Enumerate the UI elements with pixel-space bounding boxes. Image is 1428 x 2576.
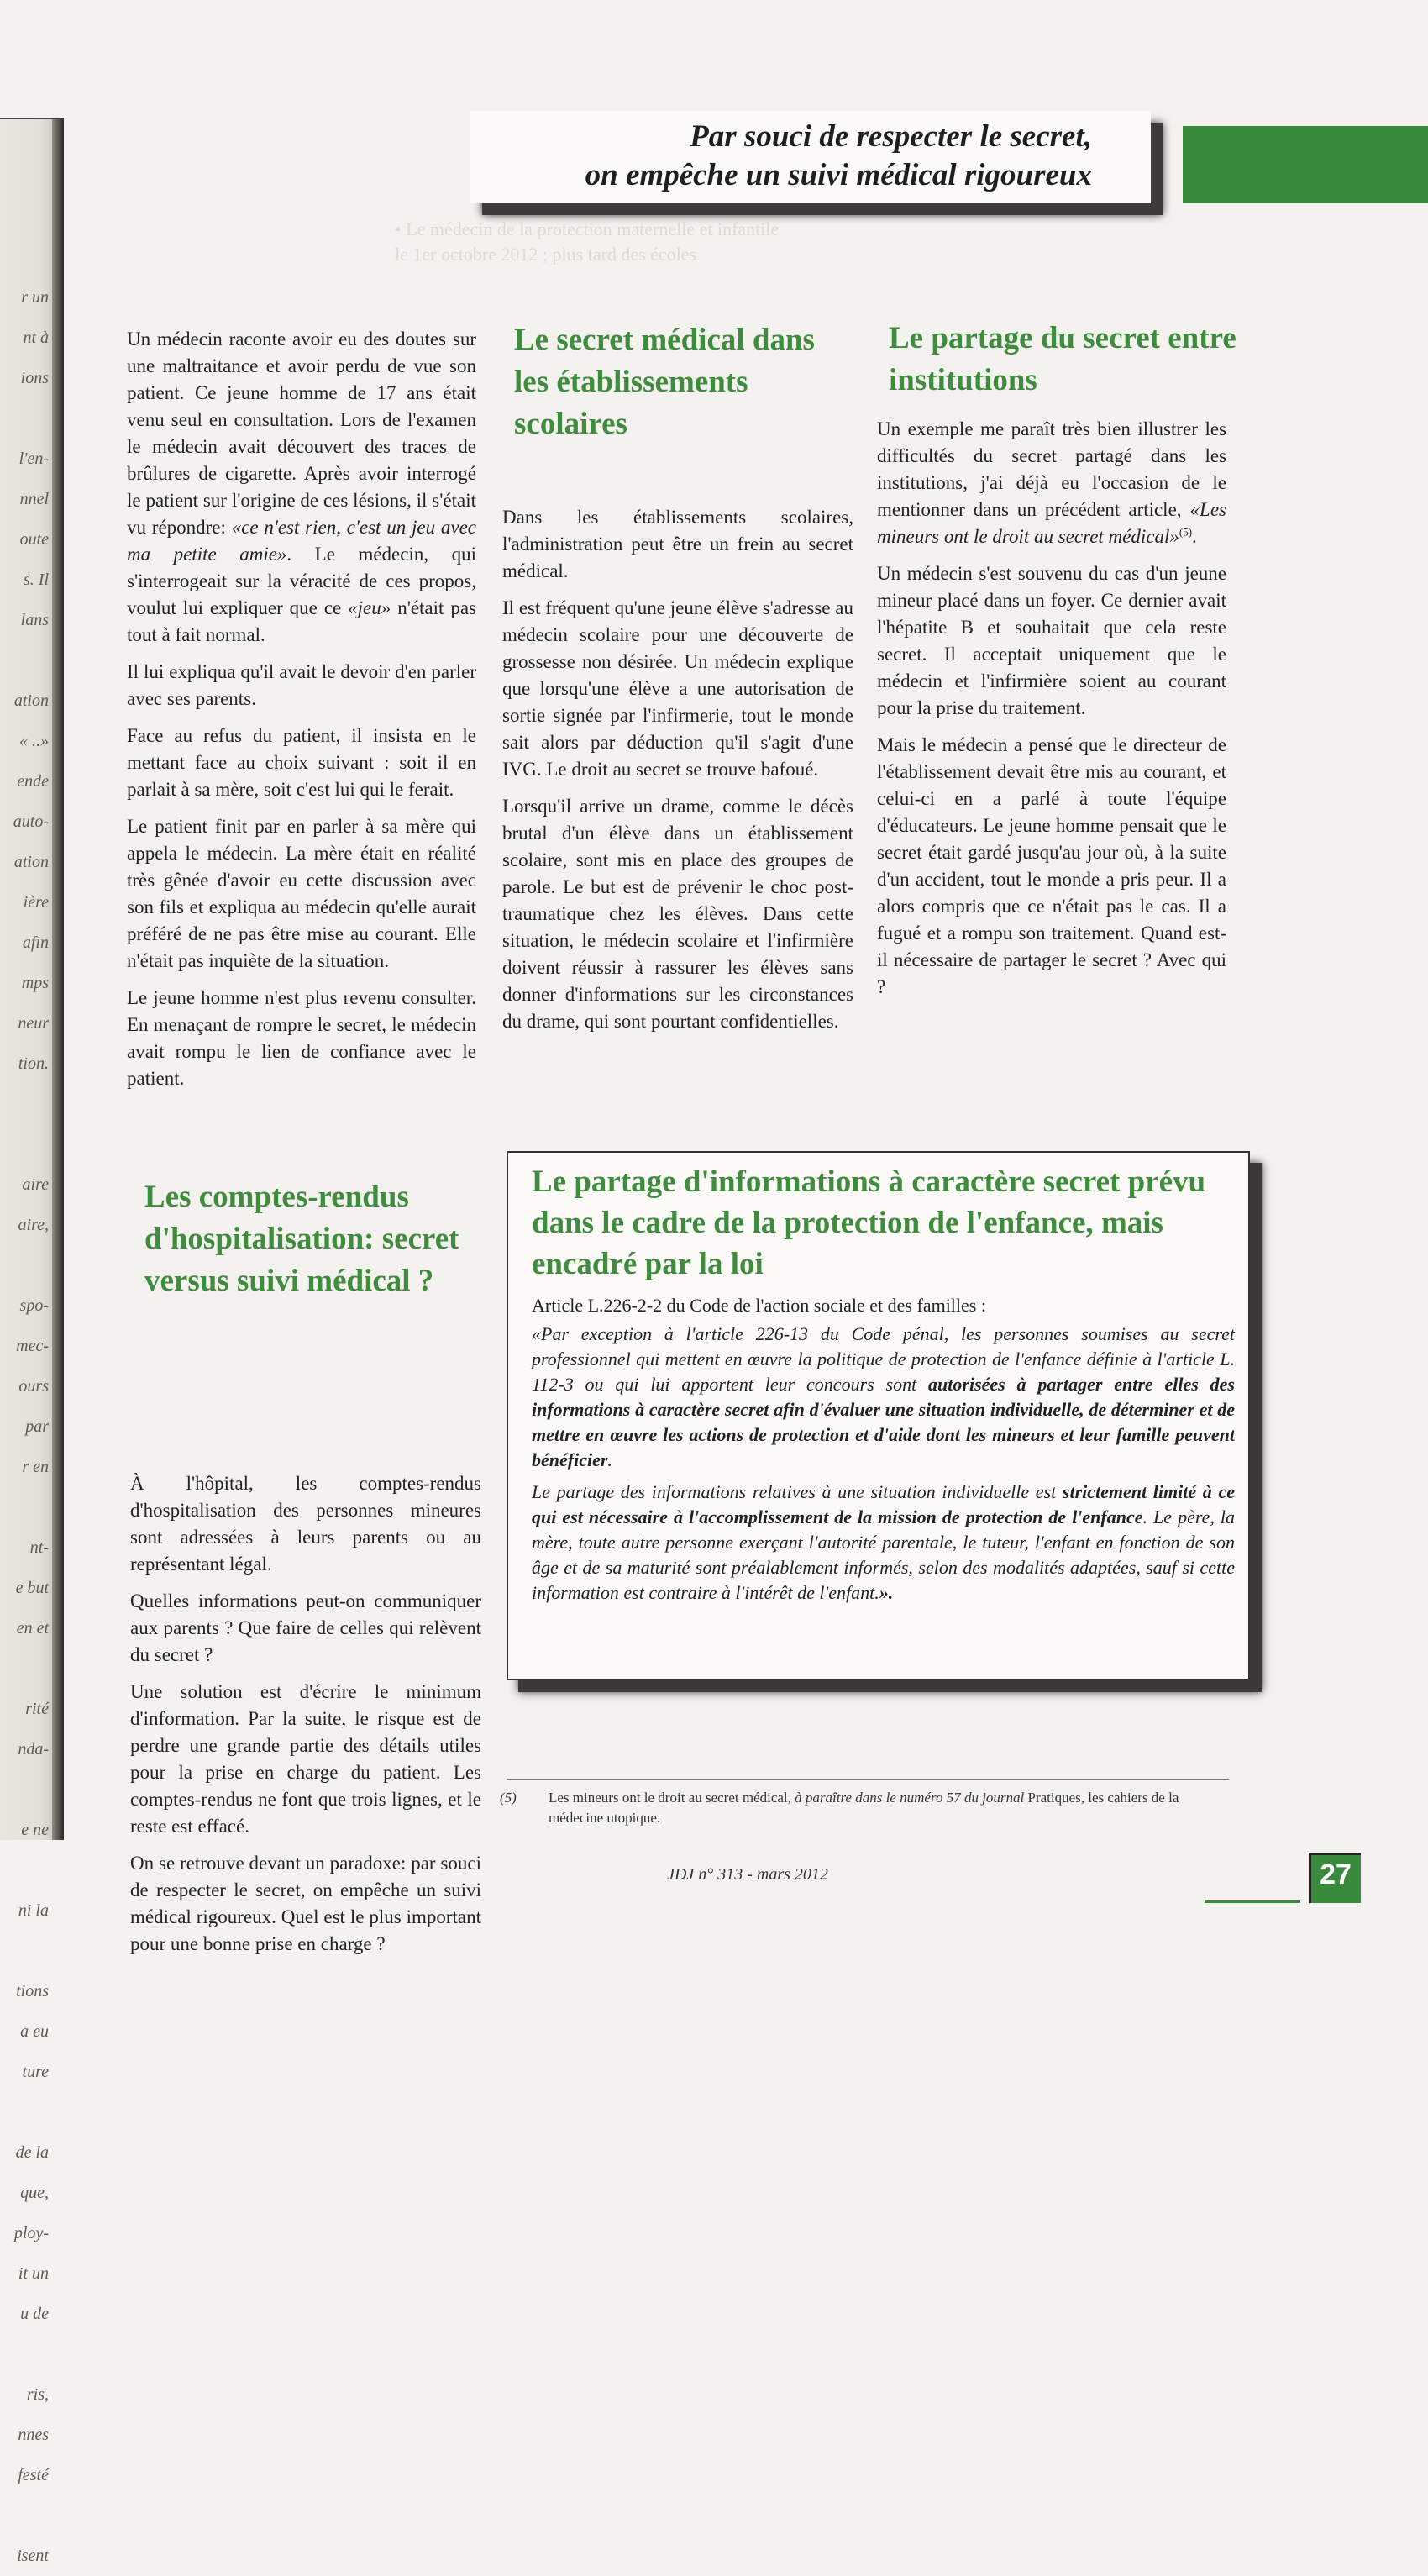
article-title-box: [470, 111, 1151, 203]
bleed-fragment: nt à: [23, 329, 49, 347]
text-run: .: [1192, 526, 1197, 547]
bleed-fragment: de la: [15, 2143, 49, 2162]
section-heading-hospital-reports: Les comptes-rendus d'hospitalisation: secret versus suivi médical ?: [144, 1180, 459, 1298]
bleed-fragment: ende: [17, 772, 49, 791]
previous-page-rule: [0, 118, 59, 119]
paragraph: Un médecin s'est souvenu du cas d'un jeune mineur placé dans un foyer. Ce dernier avait l'hépatite B et souhaitait que cela reste secret. Il acceptait uniquement que le médecin et l'infirmière soient au courant pour la prise du traitement.: [877, 563, 1226, 718]
paragraph: Il est fréquent qu'une jeune élève s'adresse au médecin scolaire pour une découverte de grossesse non désirée. Un médecin explique que lorsqu'une élève a une autorisation de sortie signée par l'infirmerie, tout le monde sait alors par déduction qu'il s'agit d'une IVG. Le droit au secret se trouve bafoué.: [502, 597, 853, 780]
text-run: n'était pas tout à fait normal.: [127, 597, 476, 645]
bleed-fragment: aire: [22, 1175, 49, 1194]
bleed-fragment: spo-: [19, 1296, 49, 1315]
bleed-fragment: ation: [13, 691, 49, 710]
bleed-fragment: rité: [25, 1700, 49, 1718]
legal-quote-2: [532, 1480, 1235, 1606]
bleed-fragment: [0, 2334, 49, 2374]
bleed-fragment: neur: [18, 1014, 49, 1033]
text-run: Un exemple me paraît très bien illustrer les difficultés du secret partagé dans les institutions, j'ai déjà eu l'occasion de le mentionner dans un précédent article,: [877, 418, 1226, 520]
bleed-fragment: l'en-: [18, 449, 49, 468]
bleed-fragment: par: [25, 1417, 49, 1436]
bleed-fragment: [0, 640, 49, 681]
bleed-fragment: lans: [20, 611, 49, 629]
bleed-fragment: auto-: [13, 812, 49, 831]
text-run: . Le père, la mère, toute autre personne exerçant l'autorité parentale, le tuteur, l'enfant en fonction de son âge et de sa maturité sont préalablement informés, selon des modalités adaptées, sauf si cette information est contraire à l'intérêt de l'enfant.: [532, 1506, 1235, 1603]
bleed-fragment: isent: [17, 2547, 49, 2565]
show-through-text-2: le 1er octobre 2012 ; plus tard des écoles: [395, 244, 697, 265]
paragraph: [127, 326, 476, 649]
bleed-fragment: r en: [22, 1458, 49, 1476]
bleed-fragment: ière: [23, 893, 49, 912]
bleed-fragment: [0, 1769, 49, 1810]
bleed-fragment: nda-: [18, 1740, 49, 1759]
bleed-fragment: que,: [20, 2184, 49, 2202]
binding-shadow: [52, 118, 64, 1840]
bleed-fragment: en et: [16, 1619, 49, 1638]
column-3-text: [877, 416, 1226, 1011]
issue-footer: JDJ n° 313 - mars 2012: [667, 1865, 828, 1884]
paragraph: Quelles informations peut-on communiquer aux parents ? Que faire de celles qui relèvent du secret ?: [130, 1590, 481, 1665]
bleed-fragment: [0, 1124, 49, 1164]
page-number-rule: [1205, 1900, 1300, 1903]
title-accent-bar: [1183, 126, 1428, 203]
quote-run: «Les mineurs ont le droit au secret médical»: [877, 499, 1226, 547]
footnote-number: (5): [500, 1790, 517, 1806]
bleed-fragment: tions: [16, 1982, 49, 2000]
paragraph: Lorsqu'il arrive un drame, comme le décès brutal d'un élève dans un établissement scolaire, sont mis en place des groupes de parole. Le but est de prévenir le choc post-traumatique chez les élèves. Dans cette situation, le médecin scolaire et l'infirmière doivent réussir à rassurer les élèves sans donner d'informations sur les circonstances du drame, qui sont pourtant confidentielles.: [502, 796, 853, 1032]
footnote-text: [549, 1788, 1233, 1828]
quote-run: «ce n'est rien, c'est un jeu avec ma petite amie»: [127, 517, 476, 565]
bleed-fragment: aire,: [18, 1216, 49, 1234]
bleed-fragment: [0, 1245, 49, 1285]
bleed-fragment: [0, 1648, 49, 1689]
bleed-fragment: « ..»: [19, 732, 49, 750]
paragraph: On se retrouve devant un paradoxe: par souci de respecter le secret, on empêche un suivi médical rigoureux. Quel est le plus important pour une bonne prise en charge ?: [130, 1853, 481, 1954]
bleed-fragment: s. Il: [24, 570, 49, 589]
bleed-fragment: mps: [21, 974, 49, 992]
bleed-fragment: it un: [18, 2264, 49, 2283]
bleed-fragment: ploy-: [13, 2224, 49, 2242]
bold-run: autorisées à partager entre elles des informations à caractère secret afin d'évaluer une situation individuelle, de déterminer et de mettre en œuvre les actions de protection et d'aide dont les mineurs et leur famille peuvent bénéficier: [532, 1374, 1235, 1470]
paragraph: Une solution est d'écrire le minimum d'information. Par la suite, le risque est de perdre une grande partie des détails utiles pour la prise en charge du patient. Les comptes-rendus ne font que trois lignes, et le reste est effacé.: [130, 1681, 481, 1837]
section-heading-institutions: Le partage du secret entre institutions: [889, 321, 1236, 397]
paragraph: Il lui expliqua qu'il avait le devoir d'en parler avec ses parents.: [127, 661, 476, 709]
paragraph: Mais le médecin a pensé que le directeur de l'établissement devait être mis au courant, et celui-ci en a parlé à toute l'équipe d'éducateurs. Le jeune homme pensait que le secret était gardé jusqu'au jour où, à la suite d'un accident, tout le monde a pris peur. Il a alors compris que ce n'était pas le cas. Il a fugué et a rompu son traitement. Quand est-il nécessaire de partager le secret ? Avec qui ?: [877, 734, 1226, 997]
bold-run: ».: [879, 1582, 894, 1603]
section-heading-schools: Le secret médical dans les établissements scolaires: [514, 323, 815, 441]
text-run: Le partage des informations relatives à une situation individuelle est: [532, 1481, 1063, 1502]
article-title-line-1: Par souci de respecter le secret,: [690, 119, 1092, 154]
legal-box-heading: Le partage d'informations à caractère secret prévu dans le cadre de la protection de l'enfance, mais encadré par la loi: [532, 1164, 1206, 1281]
quote-run: «jeu»: [348, 597, 391, 618]
bleed-fragment: [0, 2092, 49, 2132]
previous-page-bleed: [0, 277, 49, 2565]
bleed-fragment: nt-: [29, 1538, 49, 1557]
bleed-fragment: ours: [18, 1377, 49, 1396]
bleed-fragment: ions: [20, 369, 49, 387]
footnote-rule: [507, 1779, 1229, 1780]
footnote: [500, 1788, 1239, 1828]
column-4-text: [130, 1470, 481, 1968]
legal-quote-1: [532, 1322, 1235, 1473]
bleed-fragment: [0, 1487, 49, 1527]
bleed-fragment: nnes: [18, 2426, 49, 2444]
text-run: .: [607, 1449, 612, 1470]
page-number: 27: [1320, 1858, 1352, 1890]
bleed-fragment: tion.: [18, 1054, 49, 1073]
bleed-fragment: ture: [22, 2063, 49, 2081]
bleed-fragment: e but: [15, 1579, 49, 1597]
bleed-fragment: ation: [13, 853, 49, 871]
bleed-fragment: afin: [22, 933, 49, 952]
show-through-text-1: • Le médecin de la protection maternelle et infantile: [395, 218, 780, 239]
bleed-fragment: mec-: [16, 1337, 49, 1355]
bleed-fragment: [0, 1084, 49, 1124]
text-run: «Par exception à l'article 226-13 du Code pénal, les personnes soumises au secret professionnel qui mettent en œuvre la politique de protection de l'enfance définie à l'article L. 112-3 ou qui lui apportent leur concours sont: [532, 1323, 1235, 1395]
column-1-text: [127, 326, 476, 1102]
bleed-fragment: [0, 1931, 49, 1971]
bleed-fragment: r un: [21, 288, 49, 307]
bleed-fragment: ris,: [26, 2385, 49, 2404]
paragraph: Le jeune homme n'est plus revenu consulter. En menaçant de rompre le secret, le médecin avait rompu le lien de confiance avec le patient.: [127, 987, 476, 1089]
paragraph: Face au refus du patient, il insista en le mettant face au choix suivant : soit il en parlait à sa mère, soit c'est lui qui le ferait.: [127, 725, 476, 800]
bleed-fragment: a eu: [20, 2022, 49, 2041]
bleed-fragment: festé: [18, 2466, 49, 2484]
legal-article-reference: Article L.226-2-2 du Code de l'action sociale et des familles :: [532, 1295, 986, 1316]
bleed-fragment: [0, 398, 49, 439]
bleed-fragment: nnel: [19, 490, 49, 508]
paragraph: [877, 416, 1226, 550]
article-title-line-2: on empêche un suivi médical rigoureux: [585, 158, 1092, 192]
paragraph: Dans les établissements scolaires, l'administration peut être un frein au secret médical.: [502, 507, 853, 581]
bleed-fragment: ni la: [18, 1901, 49, 1920]
bold-run: strictement limité à ce qui est nécessaire à l'accomplissement de la mission de protection de l'enfance: [532, 1481, 1235, 1527]
text-run: Les mineurs ont le droit au secret médical,: [549, 1790, 795, 1806]
column-2-text: [502, 504, 853, 1045]
bleed-fragment: oute: [19, 530, 49, 549]
italic-run: à paraître dans le numéro 57 du journal: [795, 1790, 1025, 1806]
legal-box: [507, 1151, 1250, 1680]
footnote-ref: (5): [1179, 525, 1193, 539]
bleed-fragment: [0, 2495, 49, 2536]
bleed-fragment: [0, 1850, 49, 1890]
text-run: Pratiques, les cahiers de la médecine utopique.: [549, 1790, 1179, 1826]
bleed-fragment: u de: [20, 2305, 49, 2323]
text-run: Un médecin raconte avoir eu des doutes sur une maltraitance et avoir perdu de vue son patient. Ce jeune homme de 17 ans était venu seul en consultation. Lors de l'examen le médecin avait découvert des traces de brûlures de cigarette. Après avoir interrogé le patient sur l'origine de ces lésions, il s'était vu répondre:: [127, 329, 476, 538]
paragraph: À l'hôpital, les comptes-rendus d'hospitalisation des personnes mineures sont adressées à leurs parents ou au représentant légal.: [130, 1473, 481, 1575]
paragraph: Le patient finit par en parler à sa mère qui appela le médecin. La mère était en réalité très gênée d'avoir eu cette discussion avec son fils et expliqua au médecin qu'elle aurait préféré de ne pas être mise au courant. Elle n'était pas inquiète de la situation.: [127, 816, 476, 971]
bleed-fragment: e ne: [21, 1821, 49, 1839]
text-run: . Le médecin, qui s'interrogeait sur la véracité de ces propos, voulut lui expliquer que ce: [127, 544, 476, 618]
